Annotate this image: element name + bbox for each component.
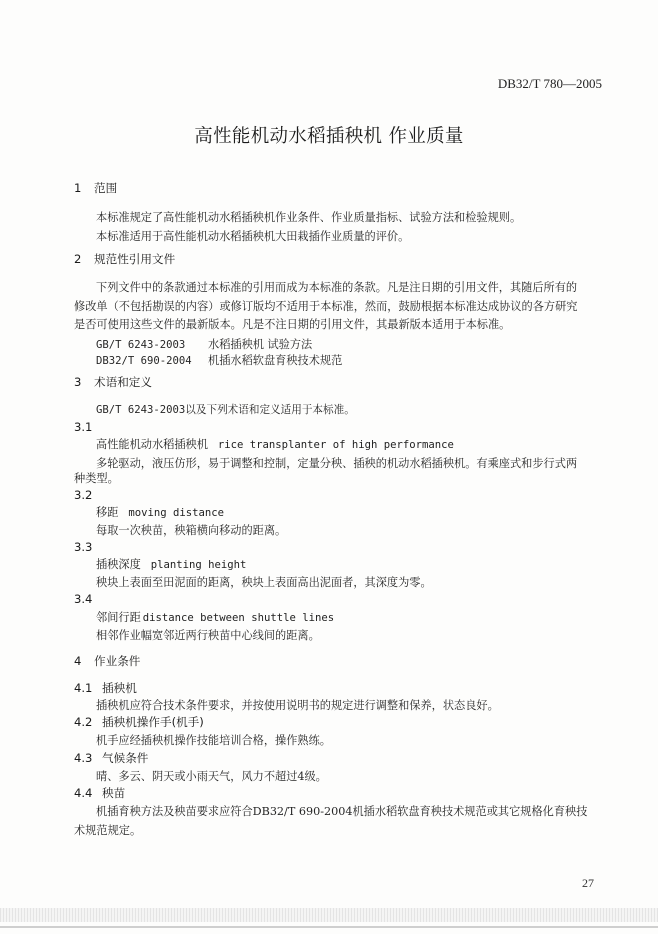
term-definition-line: 种类型。 bbox=[74, 472, 119, 485]
term-entry bbox=[96, 436, 454, 452]
reference-title: 水稻插秧机 试验方法 bbox=[208, 338, 313, 351]
subsection-heading bbox=[74, 750, 148, 766]
term-definition-line: 相邻作业幅宽邻近两行秧苗中心线间的距离。 bbox=[96, 629, 320, 642]
paragraph-line: 修改单（不包括勘误的内容）或修订版均不适用于本标准，然而，鼓励根据本标准达成协议的各方研究 bbox=[74, 300, 578, 313]
section-2-heading bbox=[74, 251, 175, 267]
term-entry bbox=[96, 504, 224, 520]
subsection-title: 气候条件 bbox=[102, 751, 149, 765]
paragraph-line: 机插育秧方法及秧苗要求应符合DB32/T 690-2004机插水稻软盘育秧技术规范或其它规格化育秧技 bbox=[96, 805, 588, 818]
section-number: 3 bbox=[74, 375, 82, 389]
paragraph: 本标准规定了高性能机动水稻插秧机作业条件、作业质量指标、试验方法和检验规则。 bbox=[96, 211, 522, 224]
subsection-number: 4.2 bbox=[74, 715, 93, 729]
section-number: 2 bbox=[74, 252, 82, 266]
subsection-number: 4.3 bbox=[74, 751, 93, 765]
scan-edge-band bbox=[0, 908, 658, 922]
term-definition-line: 每取一次秧苗，秧箱横向移动的距离。 bbox=[96, 524, 287, 537]
section-title: 范围 bbox=[94, 181, 118, 195]
scan-edge-line bbox=[0, 926, 658, 928]
section-1-heading bbox=[74, 180, 117, 196]
term-english: planting height bbox=[150, 559, 247, 571]
subsection-heading bbox=[74, 785, 125, 801]
section-3-heading bbox=[74, 374, 152, 390]
section-title: 术语和定义 bbox=[94, 375, 152, 389]
reference-code: DB32/T 690-2004 bbox=[96, 355, 192, 367]
section-number: 4 bbox=[74, 654, 82, 668]
subsection-title: 插秧机操作手(机手) bbox=[102, 715, 204, 729]
term-name: 高性能机动水稻插秧机 bbox=[96, 438, 208, 451]
section-title: 规范性引用文件 bbox=[94, 252, 176, 266]
section-title: 作业条件 bbox=[94, 654, 141, 668]
paragraph: 插秧机应符合技术条件要求，并按使用说明书的规定进行调整和保养，状态良好。 bbox=[96, 699, 499, 712]
term-number: 3.2 bbox=[74, 488, 93, 502]
page-number: 27 bbox=[582, 876, 594, 890]
subsection-heading bbox=[74, 714, 204, 730]
term-definition-line: 多轮驱动，液压仿形，易于调整和控制，定量分秧、插秧的机动水稻插秧机。有乘座式和步行式两 bbox=[96, 457, 578, 470]
subsection-title: 插秧机 bbox=[102, 681, 137, 695]
term-name: 邻间行距 bbox=[96, 611, 141, 624]
subsection-title: 秧苗 bbox=[102, 786, 126, 800]
term-name: 移距 bbox=[96, 506, 119, 519]
paragraph: 晴、多云、阴天或小雨天气，风力不超过4级。 bbox=[96, 770, 327, 783]
term-entry bbox=[96, 556, 246, 572]
paragraph-line: 是否可使用这些文件的最新版本。凡是不注日期的引用文件，其最新版本适用于本标准。 bbox=[74, 318, 511, 331]
section-4-heading bbox=[74, 653, 140, 669]
term-english: rice transplanter of high performance bbox=[217, 439, 454, 451]
paragraph-line: 下列文件中的条款通过本标准的引用而成为本标准的条款。凡是注日期的引用文件，其随后所有的 bbox=[96, 281, 578, 294]
term-number: 3.3 bbox=[74, 540, 93, 554]
term-definition-line: 秧块上表面至田泥面的距离，秧块上表面高出泥面者，其深度为零。 bbox=[96, 576, 432, 589]
document-title: 高性能机动水稻插秧机 作业质量 bbox=[194, 126, 464, 147]
subsection-number: 4.1 bbox=[74, 681, 93, 695]
reference-title: 机插水稻软盘育秧技术规范 bbox=[208, 354, 343, 367]
term-entry bbox=[96, 609, 334, 625]
section-number: 1 bbox=[74, 181, 82, 195]
subsection-number: 4.4 bbox=[74, 786, 93, 800]
paragraph-line: 术规范规定。 bbox=[74, 824, 142, 837]
reference-code: GB/T 6243-2003 bbox=[96, 339, 186, 351]
term-english: moving distance bbox=[128, 507, 225, 519]
term-number: 3.4 bbox=[74, 592, 93, 606]
term-english: distance between shuttle lines bbox=[142, 612, 335, 624]
paragraph: 本标准适用于高性能机动水稻插秧机大田栽插作业质量的评价。 bbox=[96, 230, 410, 243]
subsection-heading bbox=[74, 680, 137, 696]
paragraph: GB/T 6243-2003以及下列术语和定义适用于本标准。 bbox=[96, 404, 355, 416]
reference-item bbox=[96, 349, 342, 368]
term-number: 3.1 bbox=[74, 420, 93, 434]
standard-code: DB32/T 780—2005 bbox=[497, 76, 602, 91]
paragraph: 机手应经插秧机操作技能培训合格，操作熟练。 bbox=[96, 734, 331, 747]
term-name: 插秧深度 bbox=[96, 558, 141, 571]
